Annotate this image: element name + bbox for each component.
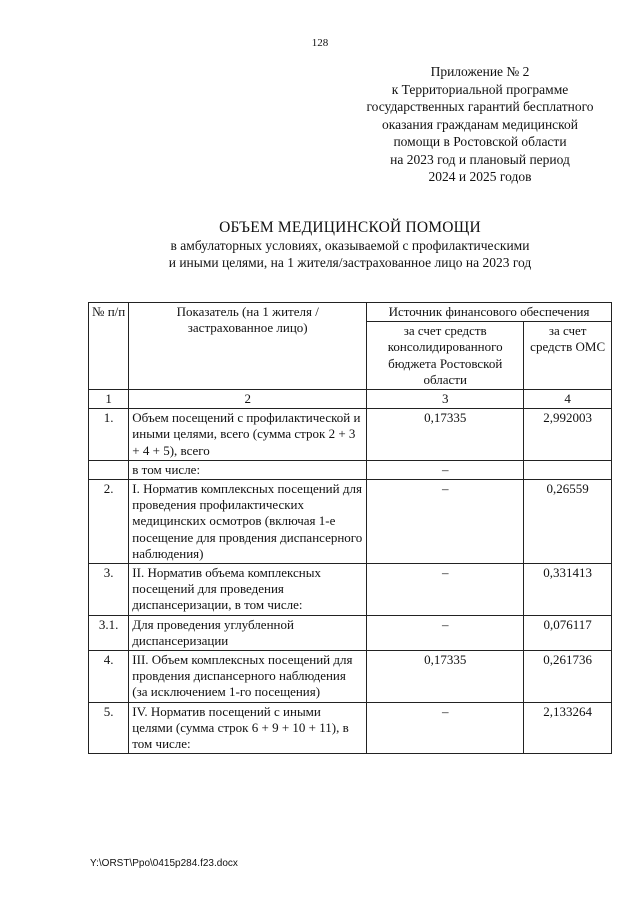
table-row bbox=[89, 651, 612, 703]
row-num: 5. bbox=[89, 702, 129, 754]
row-oms: 0,331413 bbox=[524, 564, 612, 616]
row-indicator: II. Норматив объема комплексных посещений для проведения диспансеризации, в том числе: bbox=[129, 564, 367, 616]
row-oms: 2,133264 bbox=[524, 702, 612, 754]
row-num: 4. bbox=[89, 651, 129, 703]
appendix-line: оказания гражданам медицинской bbox=[381, 116, 579, 132]
volume-table bbox=[88, 302, 612, 754]
row-budget: 0,17335 bbox=[367, 651, 524, 703]
row-indicator: Объем посещений с профилактической и иными целями, всего (сумма строк 2 + 3 + 4 + 5), всего bbox=[129, 409, 367, 461]
table-row bbox=[89, 480, 612, 564]
row-indicator: I. Норматив комплексных посещений для проведения профилактических медицинских осмотров (включая 1-е посещение для провдения диспансерного наблюдения) bbox=[129, 480, 367, 564]
row-budget: – bbox=[367, 564, 524, 616]
page-number: 128 bbox=[311, 37, 329, 49]
column-number: 1 bbox=[89, 390, 129, 409]
appendix-line: Приложение № 2 bbox=[430, 64, 530, 79]
row-num: 3.1. bbox=[89, 615, 129, 650]
table-row bbox=[89, 702, 612, 754]
column-number: 4 bbox=[524, 390, 612, 409]
appendix-line: помощи в Ростовской области bbox=[393, 134, 567, 149]
document-title: ОБЪЕМ МЕДИЦИНСКОЙ ПОМОЩИ bbox=[219, 219, 481, 236]
appendix-line: на 2023 год и плановый период bbox=[390, 151, 570, 167]
column-number: 2 bbox=[129, 390, 367, 409]
table-row bbox=[89, 409, 612, 461]
row-budget: – bbox=[367, 702, 524, 754]
document-subtitle-line: и иными целями, на 1 жителя/застрахованное лицо на 2023 год bbox=[168, 255, 532, 270]
table-row bbox=[89, 615, 612, 650]
row-oms: 0,076117 bbox=[524, 615, 612, 650]
header-budget: за счет средств консолидированного бюджета Ростовской области bbox=[367, 322, 524, 390]
appendix-line: 2024 и 2025 годов bbox=[428, 169, 532, 184]
row-budget: – bbox=[367, 615, 524, 650]
row-oms: 0,26559 bbox=[524, 480, 612, 564]
header-oms: за счет средств ОМС bbox=[524, 322, 612, 390]
row-oms bbox=[524, 460, 612, 479]
row-indicator: в том числе: bbox=[129, 460, 367, 479]
column-number: 3 bbox=[367, 390, 524, 409]
row-oms: 2,992003 bbox=[524, 409, 612, 461]
column-numbers-row bbox=[89, 390, 612, 409]
row-budget: – bbox=[367, 480, 524, 564]
header-source: Источник финансового обеспечения bbox=[367, 303, 612, 322]
row-oms: 0,261736 bbox=[524, 651, 612, 703]
row-num: 2. bbox=[89, 480, 129, 564]
row-budget: 0,17335 bbox=[367, 409, 524, 461]
header-indicator: Показатель (на 1 жителя / застрахованное лицо) bbox=[129, 303, 367, 390]
row-indicator: IV. Норматив посещений с иными целями (сумма строк 6 + 9 + 10 + 11), в том числе: bbox=[129, 702, 367, 754]
row-budget: – bbox=[367, 460, 524, 479]
row-num: 1. bbox=[89, 409, 129, 461]
row-indicator: Для проведения углубленной диспансеризации bbox=[129, 615, 367, 650]
appendix-line: государственных гарантий бесплатного bbox=[366, 99, 594, 114]
row-num bbox=[89, 460, 129, 479]
table-row bbox=[89, 460, 612, 479]
appendix-block bbox=[330, 63, 630, 186]
row-num: 3. bbox=[89, 564, 129, 616]
document-heading bbox=[90, 218, 610, 271]
table-row bbox=[89, 564, 612, 616]
document-subtitle-line: в амбулаторных условиях, оказываемой с профилактическими bbox=[170, 238, 530, 253]
appendix-line: к Территориальной программе bbox=[391, 81, 569, 97]
header-num: № п/п bbox=[89, 303, 129, 390]
file-path-footer: Y:\ORST\Ppo\0415p284.f23.docx bbox=[90, 858, 238, 869]
row-indicator: III. Объем комплексных посещений для провдения диспансерного наблюдения (за исключением 1-го посещения) bbox=[129, 651, 367, 703]
